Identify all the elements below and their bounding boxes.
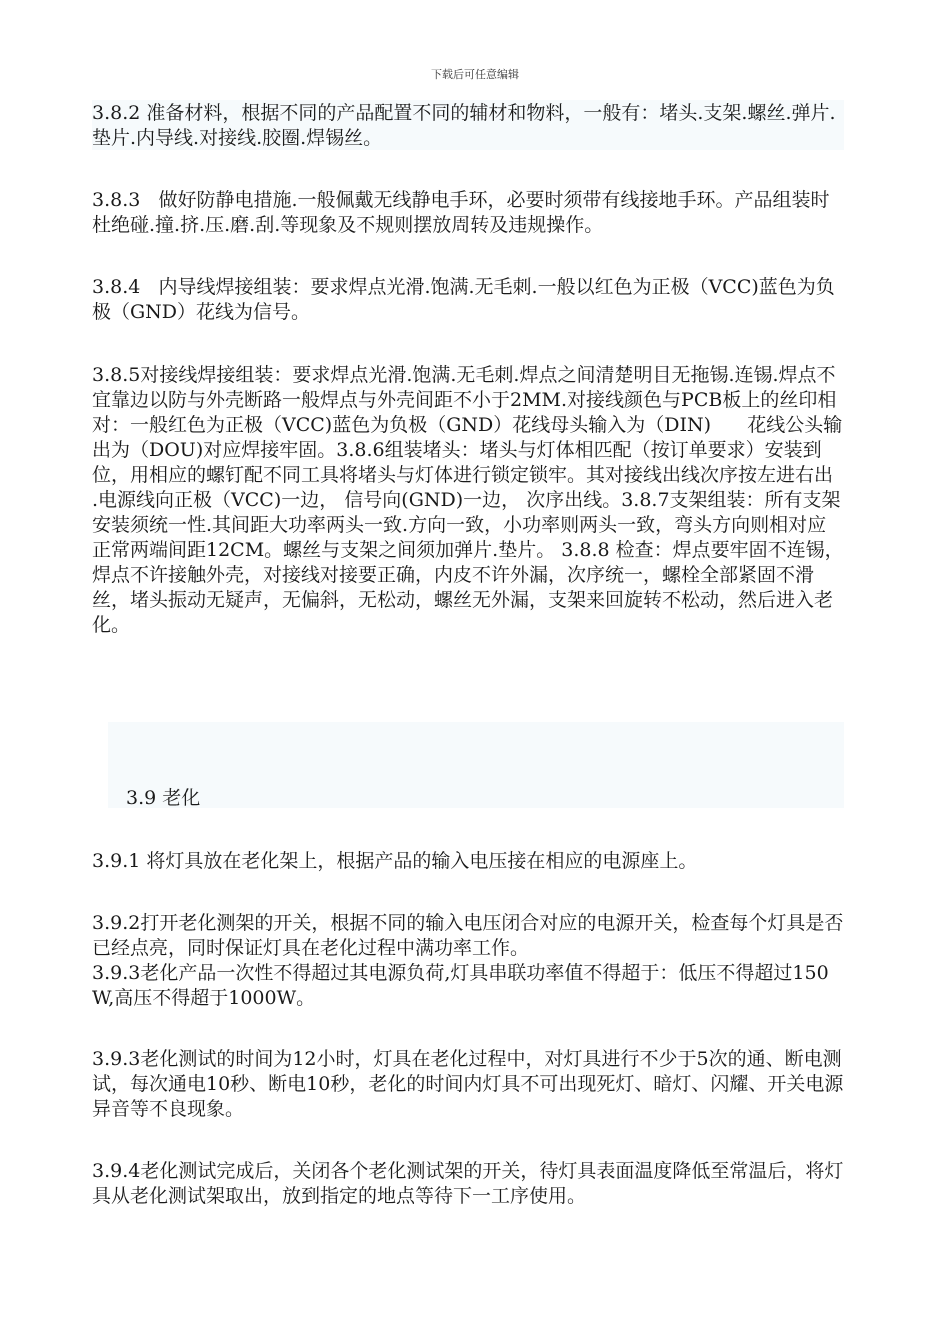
paragraph-3-9-2: 3.9.2打开老化测架的开关，根据不同的输入电压闭合对应的电源开关，检查每个灯具是否已经点亮，同时保证灯具在老化过程中满功率工作。 3.9.3老化产品一次性不得超过其电源负荷,灯具串联功率值不得超于：低压不得超过150W,高压不得超于1000W。 [92, 912, 844, 1009]
section-heading-block [108, 722, 844, 808]
paragraph-3-8-4: 3.8.4 内导线焊接组装：要求焊点光滑.饱满.无毛刺.一般以红色为正极（VCC)蓝色为负极（GND）花线为信号。 [92, 276, 835, 323]
paragraph-3-9-4: 3.9.4老化测试完成后，关闭各个老化测试架的开关，待灯具表面温度降低至常温后，将灯具从老化测试架取出，放到指定的地点等待下一工序使用。 [92, 1160, 844, 1207]
paragraph-3-8-3: 3.8.3 做好防静电措施.一般佩戴无线静电手环，必要时须带有线接地手环。产品组装时杜绝碰.撞.挤.压.磨.刮.等现象及不规则摆放周转及违规操作。 [92, 189, 830, 236]
paragraph-3-8-5-to-3-8-8: 3.8.5对接线焊接组装：要求焊点光滑.饱满.无毛刺.焊点之间清楚明目无拖锡.连锡.焊点不宜靠边以防与外壳断路一般焊点与外壳间距不小于2MM.对接线颜色与PCB板上的丝印相对：一般红色为正极（VCC)蓝色为负极（GND）花线母头输入为（DIN) 花线公头输出为（DOU)对应焊接牢固。3.8.6组装堵头：堵头与灯体相匹配（按订单要求）安装到位，用相应的螺钉配不同工具将堵头与灯体进行锁定锁牢。其对接线出线次序按左进右出 .电源线向正极（VCC)一边， 信号向(GND)一边， 次序出线。3.8.7支架组装：所有支架安装须统一性.其间距大功率两头一致.方向一致，小功率则两头一致，弯头方向则相对应正常两端间距12CM。螺丝与支架之间须加弹片.垫片。 3.8.8 检查：焊点要牢固不连锡，焊点不许接触外壳，对接线对接要正确，内皮不许外漏，次序统一，螺栓全部紧固不滑丝，堵头振动无疑声，无偏斜，无松动，螺丝无外漏，支架来回旋转不松动，然后进入老化。 [92, 364, 844, 636]
paragraph-3-8-2: 3.8.2 准备材料，根据不同的产品配置不同的辅材和物料，一般有：堵头.支架.螺丝.弹片.垫片.内导线.对接线.胶圈.焊锡丝。 [92, 102, 836, 149]
paragraph-3-9-1: 3.9.1 将灯具放在老化架上，根据产品的输入电压接在相应的电源座上。 [92, 850, 698, 872]
section-heading-3-9: 3.9 老化 [126, 787, 201, 809]
page-header: 下载后可任意编辑 [431, 68, 519, 81]
paragraph-3-9-3: 3.9.3老化测试的时间为12小时，灯具在老化过程中，对灯具进行不少于5次的通、断电测试，每次通电10秒、断电10秒，老化的时间内灯具不可出现死灯、暗灯、闪耀、开关电源异音等不良现象。 [92, 1048, 844, 1120]
